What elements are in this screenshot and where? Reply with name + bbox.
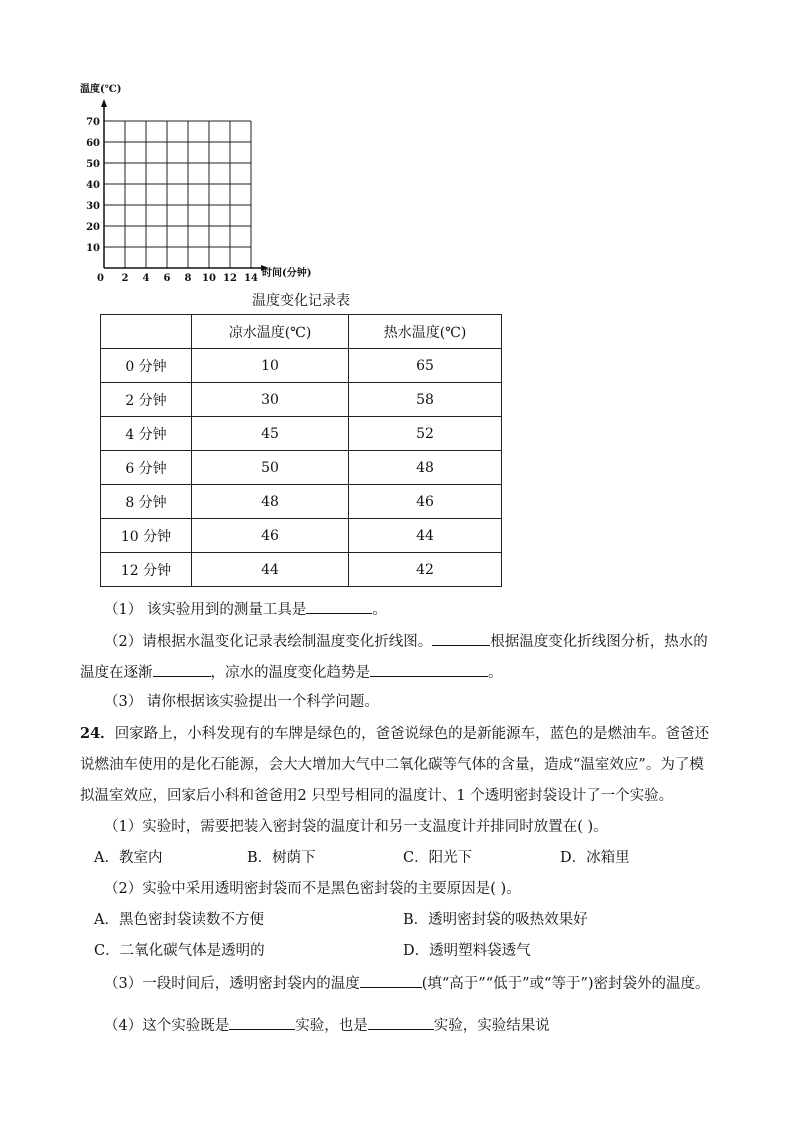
table-cell: 52: [349, 417, 502, 451]
blank-line-chart-grid: [76, 78, 346, 284]
table-header-cell: 热水温度(℃): [349, 315, 502, 349]
answer-blank[interactable]: [370, 661, 488, 677]
q23-part1: [104, 598, 387, 620]
table-cell: 50: [192, 451, 349, 485]
table-cell: 46: [192, 519, 349, 553]
answer-blank[interactable]: [432, 630, 490, 646]
table-cell: 0 分钟: [101, 349, 192, 383]
q23-part1-text: （1） 该实验用到的测量工具是: [104, 602, 307, 618]
table-row: [101, 383, 502, 417]
q24-sub1-option-a: A．教室内: [94, 850, 163, 866]
table-row: [101, 519, 502, 553]
answer-blank[interactable]: [306, 598, 372, 614]
temperature-record-table: [100, 314, 502, 587]
table-cell: 2 分钟: [101, 383, 192, 417]
table-row: [101, 417, 502, 451]
table-cell: 4 分钟: [101, 417, 192, 451]
q23-part2-text-e: 。: [488, 665, 503, 681]
q23-part2-line2: [80, 661, 503, 683]
q24-number: 24．: [80, 725, 115, 742]
table-row: [101, 451, 502, 485]
x-tick-label: 8: [184, 273, 192, 284]
q24-intro-text1: 回家路上，小科发现有的车牌是绿色的，爸爸说绿色的是新能源车，蓝色的是燃油车。爸爸还: [114, 726, 710, 742]
table-row: [101, 349, 502, 383]
x-tick-label: 4: [142, 273, 150, 284]
y-tick-label: 20: [86, 222, 100, 233]
answer-blank[interactable]: [153, 661, 211, 677]
q24-intro-line2: 说燃油车使用的是化石能源，会大大增加大气中二氧化碳等气体的含量，造成“温室效应”。为了模: [80, 757, 704, 773]
q24-sub2-option-b: B．透明密封袋的吸热效果好: [403, 912, 588, 928]
q24-sub1-option-b: B．树荫下: [247, 850, 316, 866]
table-cell: 44: [349, 519, 502, 553]
q24-sub4: [104, 1014, 550, 1036]
q24-sub3-text-a: （3）一段时间后，透明密封袋内的温度: [104, 976, 360, 992]
table-row: [101, 485, 502, 519]
table-cell: 44: [192, 553, 349, 587]
q24-sub2-option-c: C．二氧化碳气体是透明的: [94, 943, 265, 959]
q24-sub4-text-a: （4）这个实验既是: [104, 1018, 230, 1034]
x-tick-label: 12: [223, 273, 237, 284]
q23-part2-text-b: 根据温度变化折线图分析，热水的: [490, 634, 708, 650]
q24-sub1-option-c: C．阳光下: [403, 850, 473, 866]
q24-sub2: （2）实验中采用透明密封袋而不是黑色密封袋的主要原因是( )。: [104, 881, 521, 897]
q24-sub3-text-b: (填“高于”“低于”或“等于”)密封袋外的温度。: [421, 976, 710, 992]
answer-blank[interactable]: [229, 1014, 295, 1030]
table-row: [101, 553, 502, 587]
table-cell: 30: [192, 383, 349, 417]
chart-axes: [101, 99, 269, 271]
q24-sub1-option-d: D．冰箱里: [560, 850, 630, 866]
q24-sub3: [104, 972, 710, 994]
table-title: 温度变化记录表: [252, 293, 350, 309]
table-header-row: [101, 315, 502, 349]
y-axis-arrow: [101, 99, 107, 107]
table-header-cell: 凉水温度(℃): [192, 315, 349, 349]
y-axis-label: 温度(℃): [80, 84, 122, 95]
table-cell: 65: [349, 349, 502, 383]
q23-part3: （3） 请你根据该实验提出一个科学问题。: [104, 694, 379, 710]
y-axis-ticks: [86, 117, 100, 254]
y-tick-label: 10: [86, 243, 100, 254]
y-tick-label: 40: [86, 180, 100, 191]
table-cell: 6 分钟: [101, 451, 192, 485]
y-tick-label: 50: [86, 159, 100, 170]
x-tick-label: 14: [244, 273, 258, 284]
x-tick-label: 10: [202, 273, 216, 284]
q23-part2-text-a: （2）请根据水温变化记录表绘制温度变化折线图。: [104, 634, 433, 650]
x-tick-label: 0: [97, 273, 104, 284]
table-cell: 45: [192, 417, 349, 451]
q24-sub1: （1）实验时，需要把装入密封袋的温度计和另一支温度计并排同时放置在( )。: [104, 819, 608, 835]
q23-part1-end: 。: [372, 602, 387, 618]
q24-sub2-option-a: A．黑色密封袋读数不方便: [94, 912, 264, 928]
x-axis-ticks: [97, 273, 258, 284]
q24-intro-line3: 拟温室效应，回家后小科和爸爸用2 只型号相同的温度计、1 个透明密封袋设计了一个实验。: [80, 788, 674, 804]
x-tick-label: 2: [121, 273, 129, 284]
table-cell: 46: [349, 485, 502, 519]
q24-sub2-option-d: D．透明塑料袋透气: [403, 943, 531, 959]
q23-part2-text-d: ，凉水的温度变化趋势是: [210, 665, 370, 681]
q24-sub4-text-b: 实验，也是: [295, 1018, 368, 1034]
x-tick-label: 6: [163, 273, 171, 284]
q23-part2-line1: [104, 630, 708, 652]
table-header-cell: [101, 315, 192, 349]
table-cell: 12 分钟: [101, 553, 192, 587]
table-cell: 42: [349, 553, 502, 587]
x-axis-label: 时间(分钟): [262, 268, 312, 279]
table-cell: 8 分钟: [101, 485, 192, 519]
answer-blank[interactable]: [368, 1014, 434, 1030]
q24-sub4-text-c: 实验，实验结果说: [433, 1018, 550, 1034]
y-tick-label: 60: [86, 138, 100, 149]
table-cell: 48: [192, 485, 349, 519]
table-cell: 10: [192, 349, 349, 383]
q24-intro-line1: [80, 724, 709, 744]
answer-blank[interactable]: [360, 972, 422, 988]
table-cell: 10 分钟: [101, 519, 192, 553]
table-cell: 48: [349, 451, 502, 485]
y-tick-label: 30: [86, 201, 100, 212]
table-cell: 58: [349, 383, 502, 417]
chart-grid: [104, 121, 251, 268]
q23-part2-text-c: 温度在逐渐: [80, 665, 153, 681]
y-tick-label: 70: [86, 117, 100, 128]
